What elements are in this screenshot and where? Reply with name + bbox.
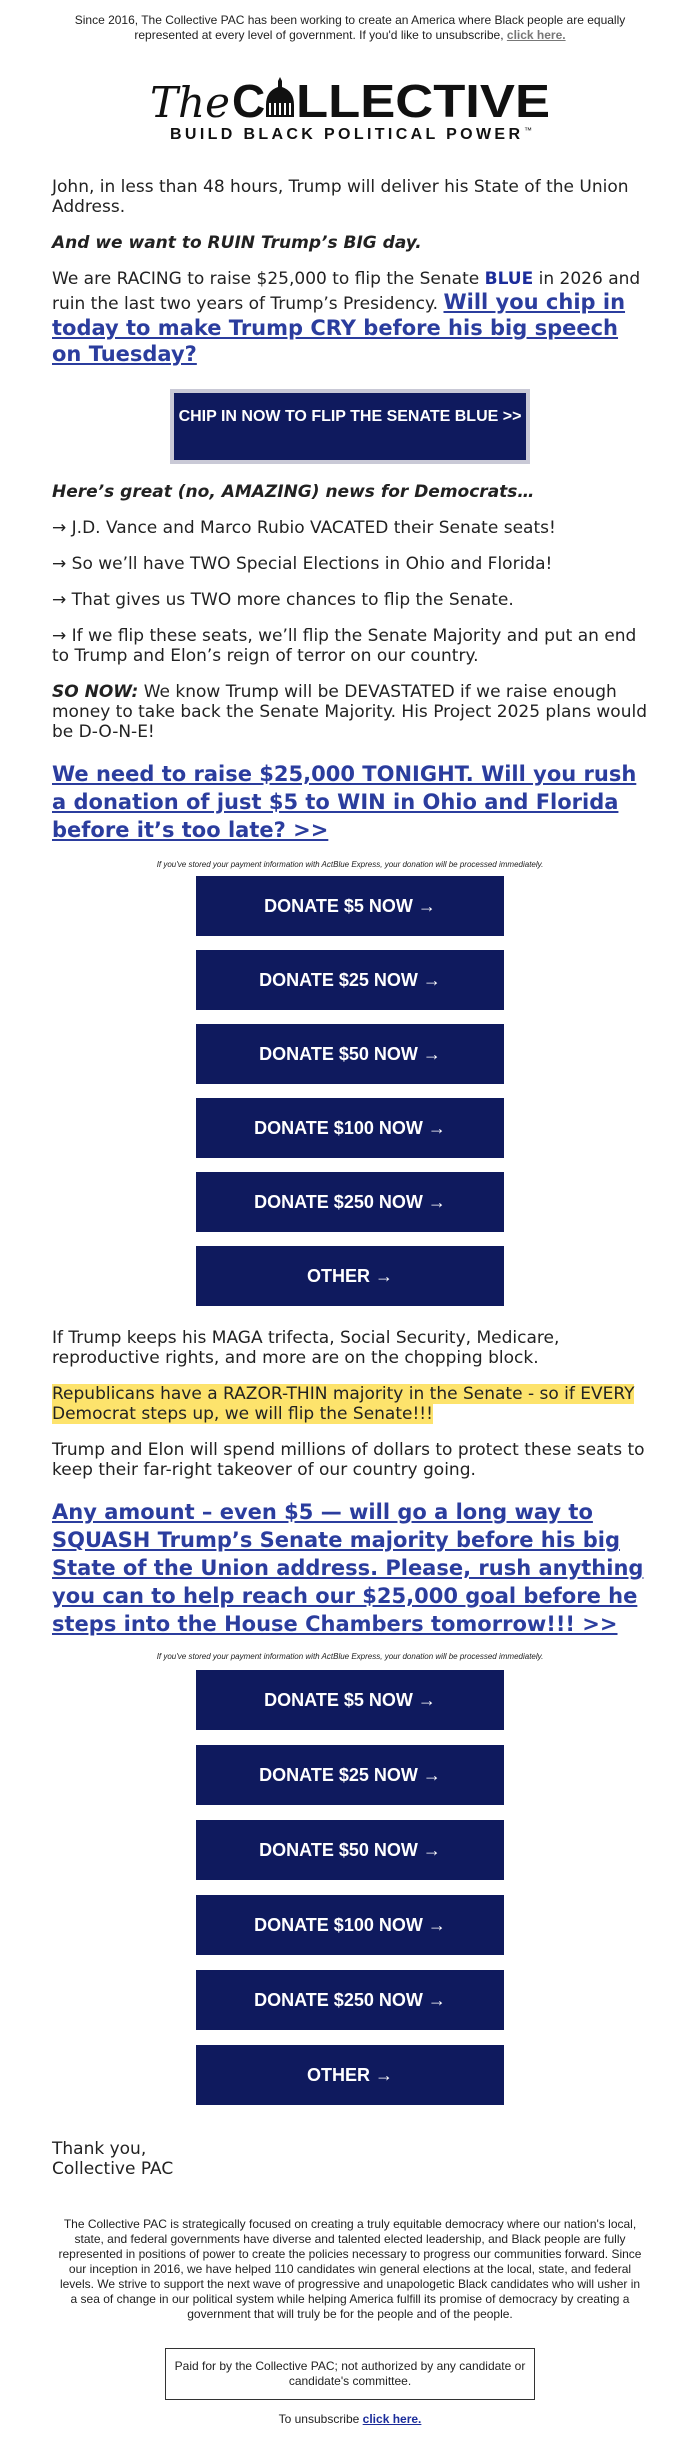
spend-millions-paragraph: Trump and Elon will spend millions of dollars to protect these seats to keep their far-right takeover of our country going. [52, 1440, 645, 1480]
flip-senate-button[interactable]: CHIP IN NOW TO FLIP THE SENATE BLUE >> [170, 389, 530, 464]
footer-unsubscribe-link[interactable]: click here. [362, 2412, 422, 2426]
header-notice-text: Since 2016, The Collective PAC has been working to create an America where Black people are equally represented at every level of government. If you'd like to unsubscribe, [74, 13, 626, 42]
raise-tonight-link[interactable]: We need to raise $25,000 TONIGHT. Will you rush a donation of just $5 to WIN in Ohio and Florida before it’s too late? >> [52, 762, 637, 842]
donate-25-button[interactable]: DONATE $25 NOW → [196, 1745, 504, 1805]
ruin-paragraph: And we want to RUIN Trump’s BIG day. [52, 233, 422, 253]
about-paragraph: The Collective PAC is strategically focused on creating a truly equitable democracy where our nation's local, state, and federal governments have diverse and talented elected leadership, and Black people are fully represented in positions of power to create the policies necessary to progress our communities forward. Since our inception in 2016, we have helped 110 candidates win general elections at the local, state, and federal levels. We strive to support the next wave of progressive and unapologetic Black candidates who will usher in a sea of change in our political system while helping America fulfill its promise of democracy by creating a government that will truly be for the people and of the people. [58, 2217, 642, 2321]
actblue-note-1: If you've stored your payment information with ActBlue Express, your donation will be processed immediately. [156, 860, 544, 869]
footer-unsubscribe-text: To unsubscribe [278, 2412, 360, 2426]
racing-text-a: We are RACING to raise $25,000 to flip the Senate [52, 269, 485, 289]
blue-word: BLUE [484, 269, 534, 289]
donate-group-2 [52, 1670, 648, 2105]
chip-in-link[interactable]: Will you chip in today to make Trump CRY before his big speech on Tuesday? [52, 290, 626, 366]
so-now-label: SO NOW: [52, 682, 139, 702]
paid-for-disclaimer: Paid for by the Collective PAC; not authorized by any candidate or candidate's committee. [165, 2348, 535, 2400]
bullet-flip-majority: → If we flip these seats, we’ll flip the Senate Majority and put an end to Trump and Elon’s reign of terror on our country. [52, 626, 637, 666]
header-unsubscribe-link[interactable]: click here. [506, 28, 566, 42]
header-notice [0, 0, 700, 43]
trifecta-paragraph: If Trump keeps his MAGA trifecta, Social Security, Medicare, reproductive rights, and more are on the chopping block. [52, 1328, 560, 1368]
so-now-paragraph [52, 682, 648, 742]
donate-250-button[interactable]: DONATE $250 NOW → [196, 1970, 504, 2030]
logo-tagline: BUILD BLACK POLITICAL POWER [170, 126, 520, 143]
donate-5-button[interactable]: DONATE $5 NOW → [196, 1670, 504, 1730]
donate-5-button[interactable]: DONATE $5 NOW → [196, 876, 504, 936]
capitol-dome-icon [266, 77, 294, 117]
donate-50-button[interactable]: DONATE $50 NOW → [196, 1024, 504, 1084]
logo-collective: LLECTIVE [296, 75, 550, 127]
main-content [0, 177, 700, 2179]
donate-50-button[interactable]: DONATE $50 NOW → [196, 1820, 504, 1880]
highlighted-text: Republicans have a RAZOR-THIN majority in the Senate - so if EVERY Democrat steps up, we will flip the Senate!!! [52, 1384, 635, 1424]
racing-text-b: in 2026 and ruin the last two years of Trump’s Presidency. [52, 269, 641, 314]
actblue-note-2: If you've stored your payment information with ActBlue Express, your donation will be processed immediately. [156, 1652, 544, 1661]
bullet-two-chances: → That gives us TWO more chances to flip the Senate. [52, 590, 514, 610]
donate-100-button[interactable]: DONATE $100 NOW → [196, 1895, 504, 1955]
racing-paragraph [52, 269, 648, 367]
donate-100-button[interactable]: DONATE $100 NOW → [196, 1098, 504, 1158]
donate-group-1 [52, 876, 648, 1306]
collective-logo-mark [140, 65, 560, 153]
any-amount-link[interactable]: Any amount – even $5 — will go a long way to SQUASH Trump’s Senate majority before his big State of the Union address. Please, rush anything you can to help reach our $25,000 goal before he steps into the House Chambers tomorrow!!! >> [52, 1500, 644, 1636]
signoff-name: Collective PAC [52, 2159, 174, 2179]
intro-paragraph: John, in less than 48 hours, Trump will deliver his State of the Union Address. [52, 177, 629, 217]
donate-other-button[interactable]: OTHER → [196, 1246, 504, 1306]
bullet-special-elections: → So we’ll have TWO Special Elections in Ohio and Florida! [52, 554, 553, 574]
footer-unsubscribe [0, 2412, 700, 2427]
collective-logo [0, 65, 700, 153]
logo-c: C [232, 75, 266, 127]
good-news-heading: Here’s great (no, AMAZING) news for Democrats… [52, 482, 535, 502]
donate-other-button[interactable]: OTHER → [196, 2045, 504, 2105]
razor-thin-paragraph [52, 1384, 648, 1424]
logo-trademark: ™ [524, 126, 532, 135]
logo-the: The [150, 78, 230, 127]
signoff-thanks: Thank you, [52, 2139, 147, 2159]
bullet-vacated: → J.D. Vance and Marco Rubio VACATED their Senate seats! [52, 518, 556, 538]
donate-25-button[interactable]: DONATE $25 NOW → [196, 950, 504, 1010]
so-now-text: We know Trump will be DEVASTATED if we raise enough money to take back the Senate Majority. His Project 2025 plans would be D-O-N-E! [52, 682, 647, 742]
donate-250-button[interactable]: DONATE $250 NOW → [196, 1172, 504, 1232]
